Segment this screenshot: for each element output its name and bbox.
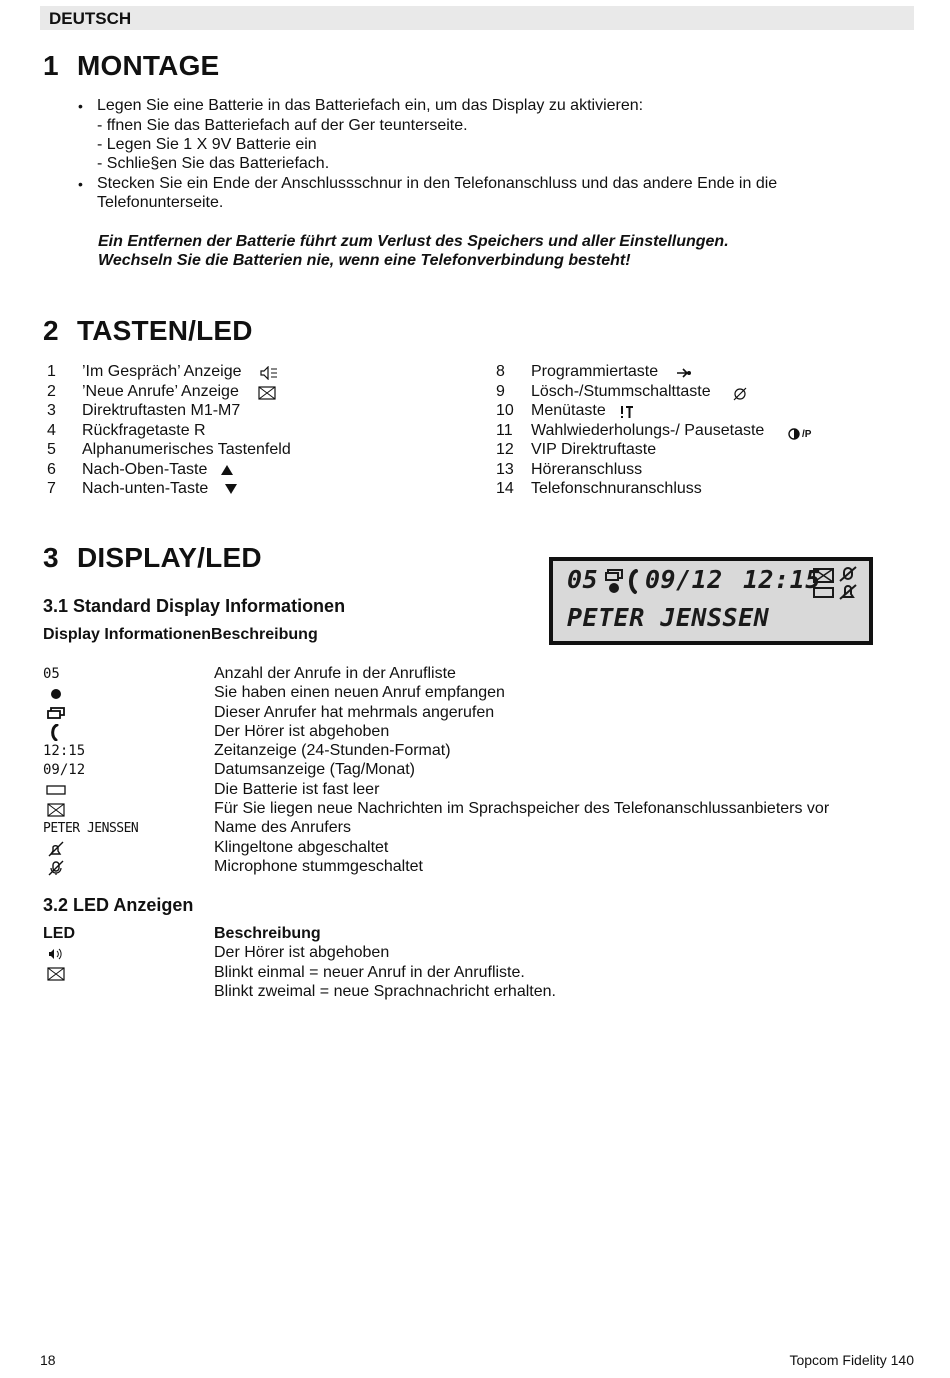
warning-line-2: Wechseln Sie die Batterien nie, wenn eine Telefonverbindung besteht! bbox=[98, 252, 631, 269]
item-label: Höreranschluss bbox=[531, 460, 643, 478]
redial-pause-icon bbox=[788, 425, 811, 445]
list-item bbox=[47, 460, 208, 480]
table-row bbox=[43, 838, 923, 857]
montage-substep-2: - Legen Sie 1 X 9V Batterie ein bbox=[97, 136, 317, 153]
envelope-icon bbox=[258, 386, 276, 400]
speaker-icon bbox=[48, 948, 64, 960]
mic-off-icon bbox=[48, 860, 64, 876]
row-description: Dieser Anrufer hat mehrmals angerufen bbox=[214, 703, 495, 721]
table-row bbox=[43, 722, 923, 741]
list-item bbox=[47, 401, 241, 421]
lcd-new-call-icon bbox=[605, 569, 625, 595]
table-row bbox=[43, 982, 743, 1002]
battery-icon bbox=[46, 785, 66, 795]
table-row bbox=[43, 799, 923, 818]
item-label: Telefonschnuranschluss bbox=[531, 480, 702, 497]
row-description: Zeitanzeige (24-Stunden-Format) bbox=[214, 742, 451, 760]
program-icon bbox=[676, 367, 692, 379]
montage-bullet-1: Legen Sie eine Batterie in das Batteriefach ein, um das Display zu aktivieren: bbox=[97, 97, 644, 114]
list-item bbox=[47, 421, 206, 441]
language-label: DEUTSCH bbox=[49, 9, 132, 28]
item-label: Menütaste bbox=[531, 402, 606, 419]
row-description: Klingeltone abgeschaltet bbox=[214, 838, 389, 856]
list-item bbox=[47, 440, 291, 460]
item-number: 14 bbox=[496, 480, 514, 497]
item-label: Alphanumerisches Tastenfeld bbox=[82, 441, 291, 458]
count-segment: 05 bbox=[43, 666, 60, 682]
led-header-desc: Beschreibung bbox=[214, 925, 321, 942]
montage-substep-3: - Schlie§en Sie das Batteriefach. bbox=[97, 155, 330, 172]
lcd-caller-name: PETER JENSSEN bbox=[567, 603, 770, 632]
item-label: Nach-Oben-Taste bbox=[82, 460, 208, 478]
bullet-icon: • bbox=[78, 176, 83, 192]
item-number: 1 bbox=[47, 363, 56, 380]
item-number: 5 bbox=[47, 441, 56, 458]
row-description: Microphone stummgeschaltet bbox=[214, 857, 423, 875]
pause-label: /P bbox=[802, 428, 812, 440]
table-row bbox=[43, 780, 923, 799]
section-display-heading bbox=[43, 542, 262, 574]
section-number: 2 bbox=[43, 315, 59, 346]
table-row bbox=[43, 683, 923, 702]
list-item bbox=[47, 382, 239, 402]
page-number: 18 bbox=[40, 1352, 56, 1368]
column-header-info: Display Informationen bbox=[43, 626, 212, 643]
item-label: Nach-unten-Taste bbox=[82, 480, 209, 497]
item-number: 12 bbox=[496, 441, 514, 458]
montage-substep-1: - ffnen Sie das Batteriefach auf der Ger teunterseite. bbox=[97, 117, 468, 134]
list-item bbox=[47, 479, 209, 499]
list-item bbox=[47, 362, 242, 382]
list-item bbox=[496, 362, 659, 382]
lcd-envelope-battery-icons bbox=[813, 568, 835, 600]
table-row bbox=[43, 963, 743, 983]
table-row bbox=[43, 818, 923, 837]
montage-bullet-2: Stecken Sie ein Ende der Anschlussschnur in den Telefonanschluss und das andere Ende in die bbox=[97, 175, 778, 192]
up-triangle-icon bbox=[221, 465, 233, 475]
item-number: 3 bbox=[47, 402, 56, 419]
lcd-date: 09/12 bbox=[645, 565, 723, 594]
item-number: 7 bbox=[47, 480, 56, 497]
led-table bbox=[43, 943, 743, 1002]
key-list-right bbox=[496, 362, 812, 499]
envelope-icon bbox=[47, 803, 65, 817]
row-description: Für Sie liegen neue Nachrichten im Sprachspeicher des Telefonanschlussanbieters vor bbox=[214, 800, 830, 818]
table-row bbox=[43, 703, 923, 722]
item-number: 6 bbox=[47, 460, 56, 478]
row-description: Name des Anrufers bbox=[214, 819, 351, 837]
table-row bbox=[43, 857, 923, 876]
lcd-mic-bell-icons bbox=[839, 566, 857, 600]
item-label: Direktruftasten M1-M7 bbox=[82, 402, 241, 419]
lcd-screen bbox=[553, 561, 869, 641]
row-description: Blinkt zweimal = neue Sprachnachricht erhalten. bbox=[214, 983, 556, 1000]
item-number: 2 bbox=[47, 382, 56, 400]
item-label: ’Neue Anrufe’ Anzeige bbox=[82, 382, 239, 400]
half-circle-icon bbox=[788, 428, 802, 440]
speaker-icon bbox=[260, 366, 278, 380]
row-description: Blinkt einmal = neuer Anruf in der Anrufliste. bbox=[214, 963, 525, 981]
section-montage-heading bbox=[43, 50, 219, 82]
row-description: Datumsanzeige (Tag/Monat) bbox=[214, 761, 415, 779]
item-number: 10 bbox=[496, 402, 514, 419]
row-description: Der Hörer ist abgehoben bbox=[214, 944, 390, 961]
section-title: DISPLAY/LED bbox=[77, 542, 262, 573]
item-label: Wahlwiederholungs-/ Pausetaste bbox=[531, 421, 765, 439]
item-number: 9 bbox=[496, 382, 505, 400]
table-row bbox=[43, 741, 923, 760]
display-table-header bbox=[43, 625, 318, 645]
table-row bbox=[43, 760, 923, 779]
item-label: ’Im Gespräch’ Anzeige bbox=[82, 363, 242, 380]
menu-icon bbox=[620, 405, 634, 419]
display-info-table bbox=[43, 664, 923, 876]
section-title: TASTEN/LED bbox=[77, 315, 253, 346]
list-item bbox=[496, 421, 812, 441]
mute-icon bbox=[733, 387, 747, 401]
item-number: 13 bbox=[496, 460, 514, 478]
led-header-led: LED bbox=[43, 925, 75, 942]
warning-line-1: Ein Entfernen der Batterie führt zum Verlust des Speichers und aller Einstellungen. bbox=[98, 233, 729, 250]
row-description: Der Hörer ist abgehoben bbox=[214, 722, 390, 740]
list-item bbox=[496, 382, 711, 402]
item-number: 4 bbox=[47, 421, 56, 439]
section-tasten-heading bbox=[43, 315, 253, 347]
lcd-handset-icon bbox=[626, 569, 640, 595]
item-label: VIP Direktruftaste bbox=[531, 441, 657, 458]
time-segment: 12:15 bbox=[43, 743, 86, 760]
subsection-3-1-title: 3.1 Standard Display Informationen bbox=[43, 596, 346, 616]
item-label: Rückfragetaste R bbox=[82, 421, 206, 439]
list-item bbox=[496, 401, 606, 421]
section-title: MONTAGE bbox=[77, 50, 220, 81]
bullet-icon: • bbox=[78, 98, 83, 114]
list-item bbox=[496, 479, 702, 499]
repeat-caller-icon bbox=[47, 707, 65, 720]
handset-icon bbox=[49, 724, 61, 741]
lcd-time: 12:15 bbox=[743, 565, 821, 594]
dot-icon bbox=[50, 688, 62, 700]
list-item bbox=[496, 440, 657, 460]
envelope-icon bbox=[47, 967, 65, 981]
lcd-count: 05 bbox=[567, 565, 599, 594]
table-row bbox=[43, 943, 743, 963]
column-header-desc: Beschreibung bbox=[211, 626, 318, 643]
row-description: Anzahl der Anrufe in der Anrufliste bbox=[214, 665, 456, 682]
key-list-left bbox=[47, 362, 291, 499]
list-item bbox=[496, 460, 643, 480]
item-number: 11 bbox=[496, 421, 513, 439]
down-triangle-icon bbox=[225, 484, 237, 494]
item-label: Lösch-/Stummschalttaste bbox=[531, 382, 711, 400]
section-number: 1 bbox=[43, 50, 59, 81]
section-number: 3 bbox=[43, 542, 59, 573]
item-label: Programmiertaste bbox=[531, 363, 659, 380]
table-row bbox=[43, 664, 923, 683]
montage-bullet-2-cont: Telefonunterseite. bbox=[97, 194, 224, 211]
date-segment: 09/12 bbox=[43, 762, 86, 779]
name-segment: PETER JENSSEN bbox=[43, 821, 139, 837]
row-description: Sie haben einen neuen Anruf empfangen bbox=[214, 684, 505, 702]
product-name: Topcom Fidelity 140 bbox=[789, 1352, 914, 1368]
item-number: 8 bbox=[496, 363, 505, 380]
language-bar bbox=[40, 6, 914, 30]
subsection-3-2-title: 3.2 LED Anzeigen bbox=[43, 895, 194, 915]
lcd-display bbox=[549, 557, 873, 645]
bell-off-icon bbox=[48, 841, 64, 857]
row-description: Die Batterie ist fast leer bbox=[214, 780, 380, 798]
